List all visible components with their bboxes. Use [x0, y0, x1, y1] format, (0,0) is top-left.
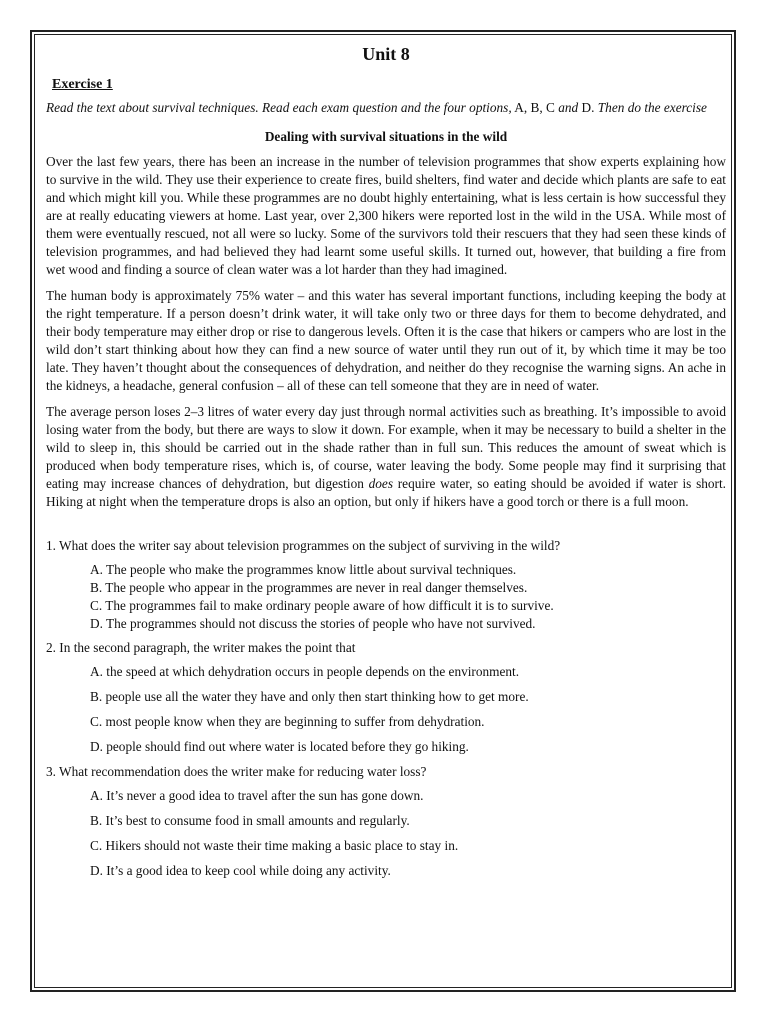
- article-paragraph-1: Over the last few years, there has been an increase in the number of television programmes that show experts explaining how to survive in the wild. They use their experience to create fires, build shelters, find water and decide which plants are safe to eat and which might kill you. While these programmes are no doubt highly entertaining, what is less certain is how successful they are at really educating viewers at home. Last year, over 2,300 hikers were reported lost in the wild in the USA. While most of them were eventually rescued, not all were so lucky. Some of the survivors told their rescuers that they had seen these kinds of television programmes, and had believed they had learnt some useful skills. It turned out, however, that building a fire from wet wood and finding a source of clean water was a lot harder than they had imagined.: [46, 154, 726, 277]
- question-3-option-a: A. It’s never a good idea to travel after the sun has gone down.: [90, 788, 424, 803]
- question-2-option-c: C. most people know when they are beginning to suffer from dehydration.: [90, 714, 485, 729]
- question-2: 2. In the second paragraph, the writer makes the point that: [46, 640, 356, 655]
- question-3-option-d: D. It’s a good idea to keep cool while doing any activity.: [90, 863, 391, 878]
- question-2-options: [90, 663, 726, 756]
- question-1-option-b: B. The people who appear in the programmes are never in real danger themselves.: [90, 580, 528, 595]
- exercise-label: Exercise 1: [52, 77, 113, 92]
- unit-title: Unit 8: [362, 44, 410, 64]
- question-2-option-a: A. the speed at which dehydration occurs in people depends on the environment.: [90, 664, 520, 679]
- article-paragraph-2: The human body is approximately 75% water – and this water has several important functions, including keeping the body at the right temperature. If a person doesn’t drink water, it will take only two or three days for them to become dehydrated, and their body temperature may either drop or rise to dangerous levels. Often it is the case that hikers or campers who are lost in the wild don’t start thinking about how they can find a new source of water until they run out of it, by which time it may be too late. They haven’t thought about the consequences of dehydration, and neither do they recognise the warning signs. An ache in the kidneys, a headache, general confusion – all of these can tell someone that they are in need of water.: [46, 288, 726, 393]
- instructions-letter-d: D.: [581, 100, 595, 115]
- question-3-options: [90, 787, 726, 880]
- paragraph-3-text-after: require water, so eating should be avoided if water is short. Hiking at night when the temperature drops is also an option, but only if hikers have a good torch or there is a full moon.: [46, 476, 726, 509]
- question-3: 3. What recommendation does the writer make for reducing water loss?: [46, 764, 427, 779]
- question-2-option-b: B. people use all the water they have and only then start thinking how to get more.: [90, 689, 529, 704]
- question-1-option-a: A. The people who make the programmes know little about survival techniques.: [90, 562, 517, 577]
- question-1-option-d: D. The programmes should not discuss the stories of people who have not survived.: [90, 616, 536, 631]
- paragraph-3-text-before: The average person loses 2–3 litres of water every day just through normal activities such as breathing. It’s impossible to avoid losing water from the body, but there are ways to slow it down. For example, when it may be necessary to build a shelter in the wild to sleep in, this should be carried out in the shade rather than in full sun. This reduces the amount of sweat which is produced when body temperature rises, which is, of course, water leaving the body. Some people may find it surprising that eating may increase chances of dehydration, but digestion: [46, 404, 726, 491]
- question-3-option-c: C. Hikers should not waste their time making a basic place to stay in.: [90, 838, 459, 853]
- instructions-letters: A, B, C: [514, 100, 555, 115]
- question-1: 1. What does the writer say about television programmes on the subject of surviving in the wild?: [46, 538, 561, 553]
- article-title: Dealing with survival situations in the wild: [264, 129, 508, 144]
- instructions-part2: Then do the exercise: [597, 100, 707, 115]
- questions-list: [46, 537, 726, 880]
- worksheet-content: [46, 44, 726, 887]
- instructions: [46, 99, 726, 117]
- question-3-option-b: B. It’s best to consume food in small amounts and regularly.: [90, 813, 410, 828]
- instructions-part1: Read the text about survival techniques. Read each exam question and the four options,: [46, 100, 512, 115]
- question-1-options: [90, 561, 726, 633]
- question-2-option-d: D. people should find out where water is located before they go hiking.: [90, 739, 469, 754]
- question-1-option-c: C. The programmes fail to make ordinary people aware of how difficult it is to survive.: [90, 598, 554, 613]
- article-paragraph-3: [46, 403, 726, 511]
- paragraph-3-emphasis: does: [368, 476, 393, 491]
- instructions-and: and: [558, 100, 579, 115]
